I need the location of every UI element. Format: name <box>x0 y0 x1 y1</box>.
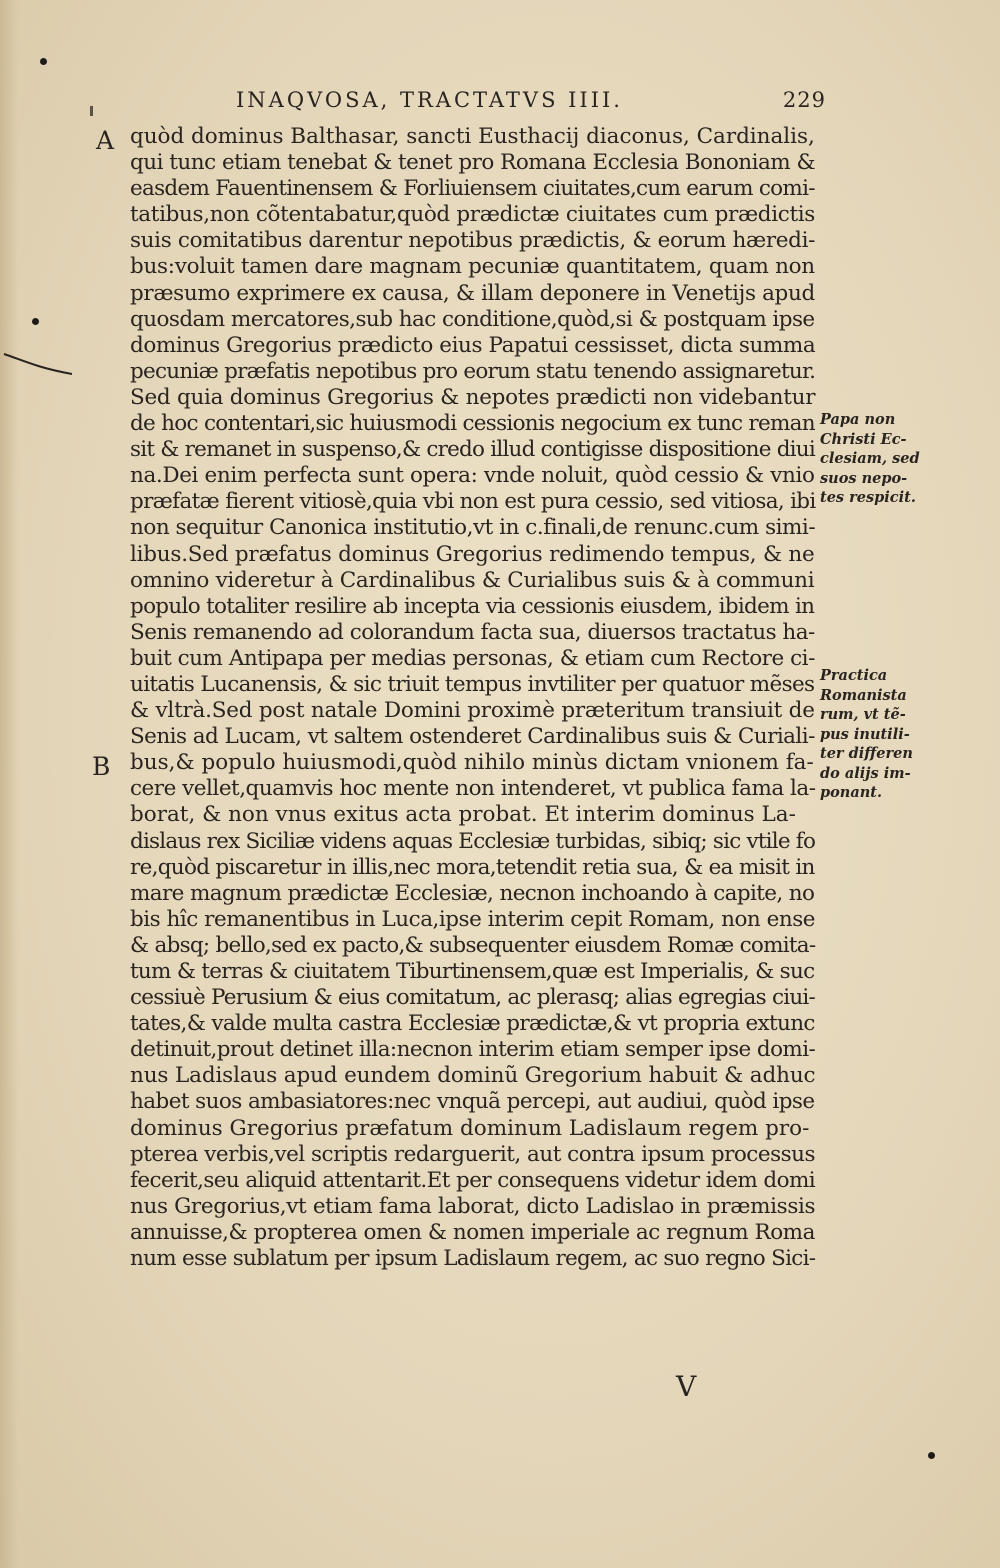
text-line: qui tunc etiam tenebat & tenet pro Romana Ecclesia Bononiam & <box>130 150 816 176</box>
body-text <box>130 124 815 1272</box>
text-line: dominus Gregorius prædicto eius Papatui cessisset, dicta summa <box>130 332 816 358</box>
gutter-shadow <box>0 0 18 1568</box>
pen-stroke-mark <box>2 350 74 380</box>
text-line: na.Dei enim perfecta sunt opera: vnde noluit, quòd cessio & vnio <box>130 463 815 489</box>
text-line: cessiuè Perusium & eius comitatum, ac plerasq; alias egregias ciui- <box>130 985 816 1011</box>
text-line: easdem Fauentinensem & Forliuiensem ciuitates,cum earum comi- <box>130 176 815 202</box>
text-line: nus Gregorius,vt etiam fama laborat, dicto Ladislao in præmissis <box>130 1193 816 1219</box>
text-line: de hoc contentari,sic huiusmodi cessionis negocium ex tunc reman <box>130 411 815 437</box>
section-letter-a: A <box>96 126 115 155</box>
folio-number: 229 <box>782 88 826 112</box>
text-line: suis comitatibus darentur nepotibus prædictis, & eorum hæredi- <box>130 228 816 254</box>
marginal-note-line: pus inutili- <box>820 725 910 743</box>
text-line: cere vellet,quamvis hoc mente non intenderet, vt publica fama la- <box>130 776 816 802</box>
catchword: V <box>676 1370 697 1403</box>
marginal-note-line: Papa non <box>820 411 896 428</box>
text-line: tates,& valde multa castra Ecclesiæ prædictæ,& vt propria extunc <box>130 1011 815 1037</box>
text-line: uitatis Lucanensis, & sic triuit tempus invtiliter per quatuor mẽses <box>130 671 815 697</box>
text-line: Senis ad Lucam, vt saltem ostenderet Cardinalibus suis & Curiali- <box>130 724 815 750</box>
text-line: tatibus,non cõtentabatur,quòd prædictæ ciuitates cum prædictis <box>130 202 815 228</box>
text-line: sit & remanet in suspenso,& credo illud contigisse dispositione diui <box>130 437 815 463</box>
text-line: Senis remanendo ad colorandum facta sua, diuersos tractatus ha- <box>130 619 815 645</box>
text-line: mare magnum prædictæ Ecclesiæ, necnon inchoando à capite, no <box>130 880 815 906</box>
ink-speck <box>928 1452 935 1459</box>
text-line: re,quòd piscaretur in illis,nec mora,tetendit retia sua, & ea misit in <box>130 854 815 880</box>
text-line: pterea verbis,vel scriptis redarguerit, aut contra ipsum processus <box>130 1141 816 1167</box>
text-line: annuisse,& propterea omen & nomen imperiale ac regnum Roma <box>130 1219 815 1245</box>
text-line: fecerit,seu aliquid attentarit.Et per consequens videtur idem domi <box>130 1167 816 1193</box>
text-line: Sed quia dominus Gregorius & nepotes prædicti non videbantur <box>130 384 816 410</box>
text-line: præfatæ fierent vitiosè,quia vbi non est pura cessio, sed vitiosa, ibi <box>130 489 816 515</box>
text-line: & vltrà.Sed post natale Domini proximè præteritum transiuit de <box>130 698 815 724</box>
marginal-note-line: Romanista <box>820 686 907 704</box>
text-line: buit cum Antipapa per medias personas, & etiam cum Rectore ci- <box>130 645 815 671</box>
running-title: INAQVOSA, TRACTATVS IIII. <box>236 88 623 112</box>
text-line: libus.Sed præfatus dominus Gregorius redimendo tempus, & ne <box>130 541 815 567</box>
marginal-note-line: Practica <box>820 667 888 684</box>
ink-mark <box>90 106 93 116</box>
marginal-note-line: ponant. <box>820 784 883 801</box>
text-line: bis hîc remanentibus in Luca,ipse interim cepit Romam, non ense <box>130 906 815 932</box>
text-line: detinuit,prout detinet illa:necnon interim etiam semper ipse domi- <box>130 1037 816 1063</box>
text-line: habet suos ambasiatores:nec vnquã percepi, aut audiui, quòd ipse <box>130 1089 815 1115</box>
text-line: & absq; bello,sed ex pacto,& subsequenter eiusdem Romæ comita- <box>130 932 816 958</box>
marginal-note-line: ter differen <box>820 745 913 762</box>
text-line: omnino videretur à Cardinalibus & Curialibus suis & à communi <box>130 567 815 593</box>
page-header <box>236 88 826 120</box>
marginal-note-line: tes respicit. <box>820 489 916 506</box>
text-line: quòd dominus Balthasar, sancti Eusthacij diaconus, Cardinalis, <box>130 124 815 149</box>
ink-speck <box>40 58 47 65</box>
marginal-note-line: clesiam, sed <box>820 450 920 467</box>
text-line: num esse sublatum per ipsum Ladislaum regem, ac suo regno Sici- <box>130 1246 816 1272</box>
marginal-note-practica <box>820 666 930 803</box>
text-line: bus,& populo huiusmodi,quòd nihilo minùs dictam vnionem fa- <box>130 750 814 776</box>
text-line: tum & terras & ciuitatem Tiburtinensem,quæ est Imperialis, & suc <box>130 959 815 984</box>
text-line: bus:voluit tamen dare magnam pecuniæ quantitatem, quam non <box>130 254 815 280</box>
text-line: præsumo exprimere ex causa, & illam deponere in Venetijs apud <box>130 280 815 306</box>
text-line: dislaus rex Siciliæ videns aquas Ecclesiæ turbidas, sibiq; sic vtile fo <box>130 828 816 854</box>
text-line: dominus Gregorius præfatum dominum Ladislaum regem pro- <box>130 1115 810 1141</box>
text-line: non sequitur Canonica institutio,vt in c.finali,de renunc.cum simi- <box>130 515 816 541</box>
marginal-note-line: do alijs im- <box>820 764 911 782</box>
text-line: populo totaliter resilire ab incepta via cessionis eiusdem, ibidem in <box>130 593 815 619</box>
text-line: quosdam mercatores,sub hac conditione,quòd,si & postquam ipse <box>130 306 815 332</box>
marginal-note-papa <box>820 410 930 508</box>
section-letter-b: B <box>92 752 111 781</box>
ink-speck <box>32 318 39 325</box>
marginal-note-line: Christi Ec- <box>820 430 907 448</box>
marginal-note-line: rum, vt tẽ- <box>820 706 906 723</box>
text-line: borat, & non vnus exitus acta probat. Et interim dominus La- <box>130 802 796 828</box>
text-line: nus Ladislaus apud eundem dominũ Gregorium habuit & adhuc <box>130 1063 816 1089</box>
text-line: pecuniæ præfatis nepotibus pro eorum statu tenendo assignaretur. <box>130 358 816 384</box>
marginal-note-line: suos nepo- <box>820 469 908 487</box>
